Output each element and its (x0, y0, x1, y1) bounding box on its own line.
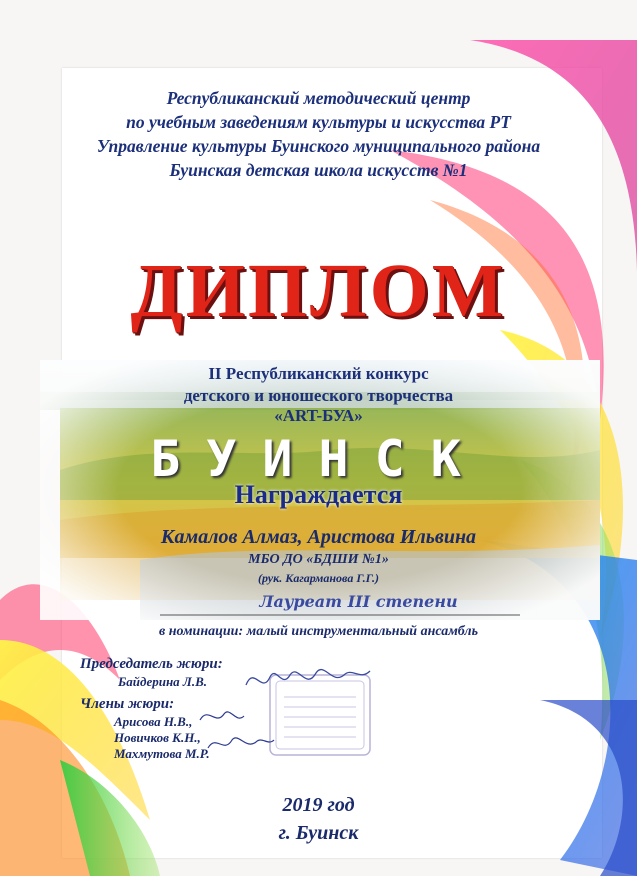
header-line-3: Управление культуры Буинского муниципального района (96, 136, 541, 156)
member-signatures (196, 704, 276, 758)
handwritten-place: Лауреат III степени (259, 592, 458, 611)
recipient-names: Камалов Алмаз, Аристова Ильвина (160, 526, 477, 548)
recipient-teacher: (рук. Кагарманова Г.Г.) (257, 571, 380, 585)
header-line-1: Республиканский методический центр (166, 88, 471, 108)
awarded-heading: Награждается (234, 480, 403, 509)
jury-member-2: Новичков К.Н., (114, 730, 201, 745)
contest-line-2: детского и юношеского творчества (183, 386, 454, 405)
diploma-title: ДИПЛОМ (130, 249, 507, 333)
recipient-school: МБО ДО «БДШИ №1» (248, 552, 389, 567)
header-line-4: Буинская детская школа искусств №1 (169, 160, 468, 180)
jury-member-1: Арисова Н.В., (114, 714, 193, 729)
place-underline (160, 613, 520, 617)
footer-city: г. Буинск (278, 822, 359, 844)
header-line-2: по учебным заведениям культуры и искусства РТ (126, 112, 511, 132)
jury-chair-label: Председатель жюри: (80, 656, 223, 672)
city-banner: БУИНСК (150, 430, 487, 488)
nomination-text: в номинации: малый инструментальный ансамбль (158, 624, 479, 639)
jury-member-3: Махмутова М.Р. (114, 746, 210, 761)
jury-chair-name: Байдерина Л.В. (118, 674, 207, 689)
contest-line-1: II Республиканский конкурс (208, 364, 429, 383)
contest-line-3: «ART-БУА» (274, 406, 363, 425)
jury-members-label: Члены жюри: (80, 696, 175, 712)
footer-year: 2019 год (282, 794, 355, 816)
